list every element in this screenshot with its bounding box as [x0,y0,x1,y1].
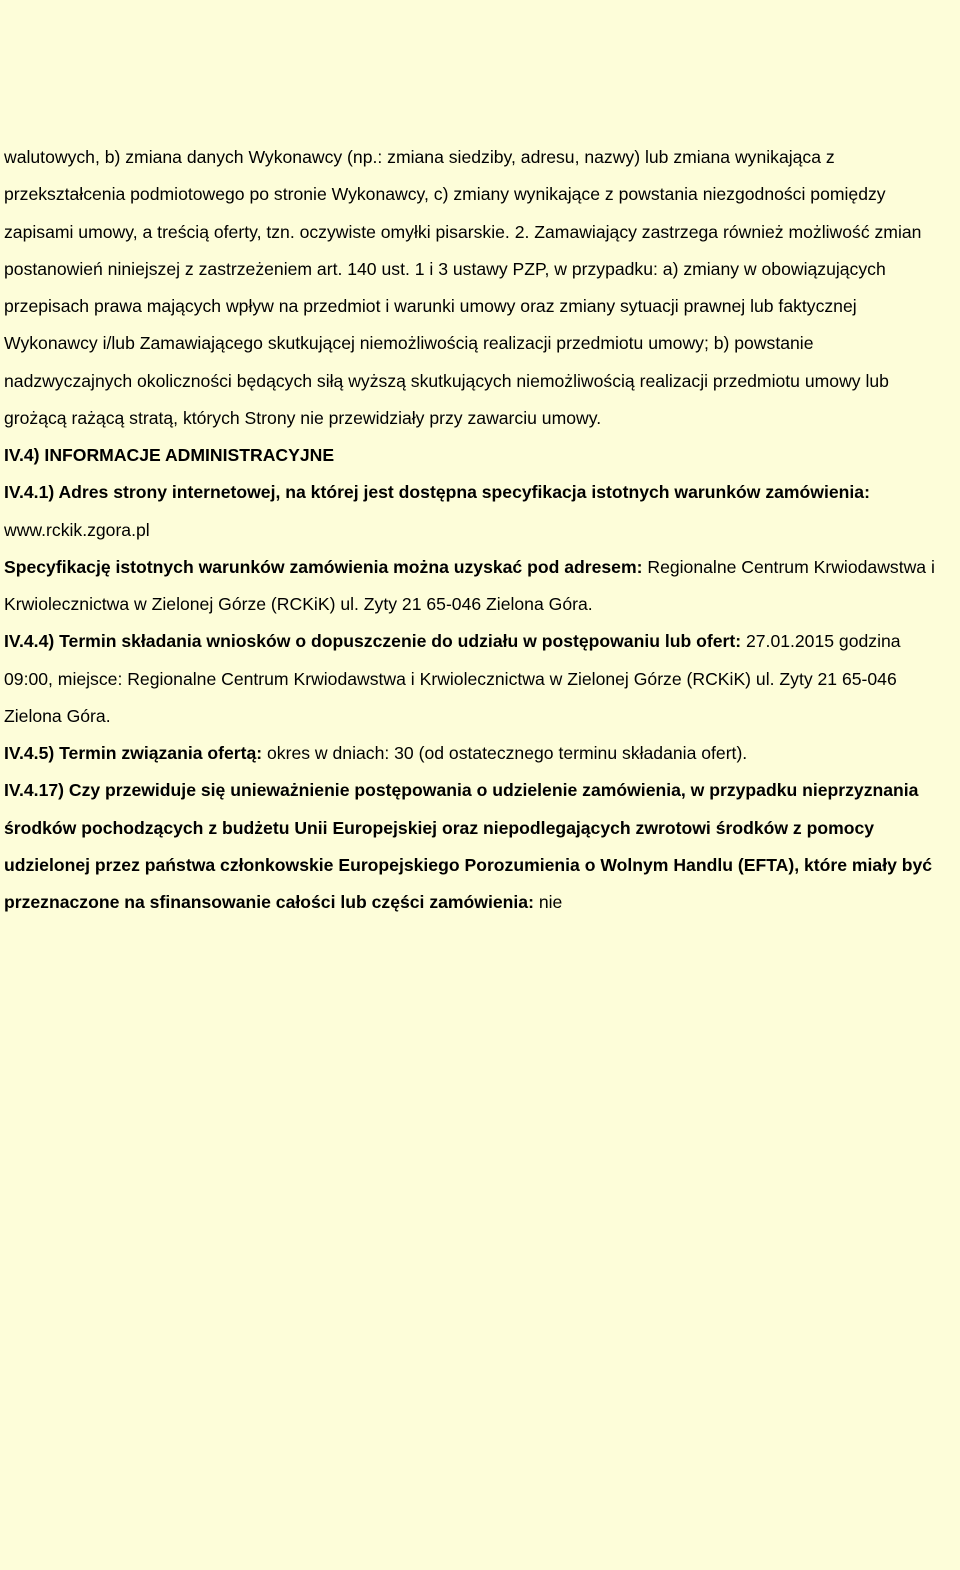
spec-address-label: Specyfikację istotnych warunków zamówienia można uzyskać pod adresem: [4,556,643,577]
binding-period-paragraph [4,735,944,772]
section-heading-administrative [4,437,944,474]
spec-address-value: Regionalne Centrum Krwiodawstwa i Krwiolecznictwa w Zielonej Górze (RCKiK) ul. Zyty 21 65-046 Zielona Góra. [4,556,935,614]
intro-paragraph [4,139,944,437]
binding-period-value: okres w dniach: 30 (od ostatecznego terminu składania ofert). [267,743,748,763]
deadline-paragraph [4,623,944,735]
website-label: IV.4.1) Adres strony internetowej, na której jest dostępna specyfikacja istotnych warunków zamówienia: [4,482,870,503]
intro-text: walutowych, b) zmiana danych Wykonawcy (np.: zmiana siedziby, adresu, nazwy) lub zmiana wynikająca z przekształcenia podmiotowego po stronie Wykonawcy, c) zmiany wynikające z powstania niezgodności pomiędzy zapisami umowy, a treścią oferty, tzn. oczywiste omyłki pisarskie. 2. Zamawiający zastrzega również możliwość zmian postanowień niniejszej z zastrzeżeniem art. 140 ust. 1 i 3 ustawy PZP, w przypadku: a) zmiany w obowiązujących przepisach prawa mających wpływ na przedmiot i warunki umowy oraz zmiany sytuacji prawnej lub faktycznej Wykonawcy i/lub Zamawiającego skutkującej niemożliwością realizacji przedmiotu umowy; b) powstanie nadzwyczajnych okoliczności będących siłą wyższą skutkujących niemożliwością realizacji przedmiotu umowy lub grożącą rażącą stratą, których Strony nie przewidziały przy zawarciu umowy. [4,147,922,428]
website-paragraph [4,474,944,549]
document-body [4,139,944,921]
spec-address-paragraph [4,549,944,624]
eu-funds-value: nie [538,892,563,912]
eu-funds-label: IV.4.17) Czy przewiduje się unieważnienie postępowania o udzielenie zamówienia, w przypadku nieprzyznania środków pochodzących z budżetu Unii Europejskiej oraz niepodlegających zwrotowi środków z pomocy udzielonej przez państwa członkowskie Europejskiego Porozumienia o Wolnym Handlu (EFTA), które miały być przeznaczone na sfinansowanie całości lub części zamówienia: [4,780,933,912]
binding-period-label: IV.4.5) Termin związania ofertą: [4,743,263,763]
eu-funds-paragraph [4,772,944,921]
deadline-value: 27.01.2015 godzina 09:00, miejsce: Regionalne Centrum Krwiodawstwa i Krwiolecznictwa w Zielonej Górze (RCKiK) ul. Zyty 21 65-046 Zielona Góra. [4,631,901,726]
deadline-label: IV.4.4) Termin składania wniosków o dopuszczenie do udziału w postępowaniu lub ofert: [4,631,742,652]
website-url: www.rckik.zgora.pl [4,519,150,540]
section-heading-text: IV.4) INFORMACJE ADMINISTRACYJNE [4,445,335,465]
